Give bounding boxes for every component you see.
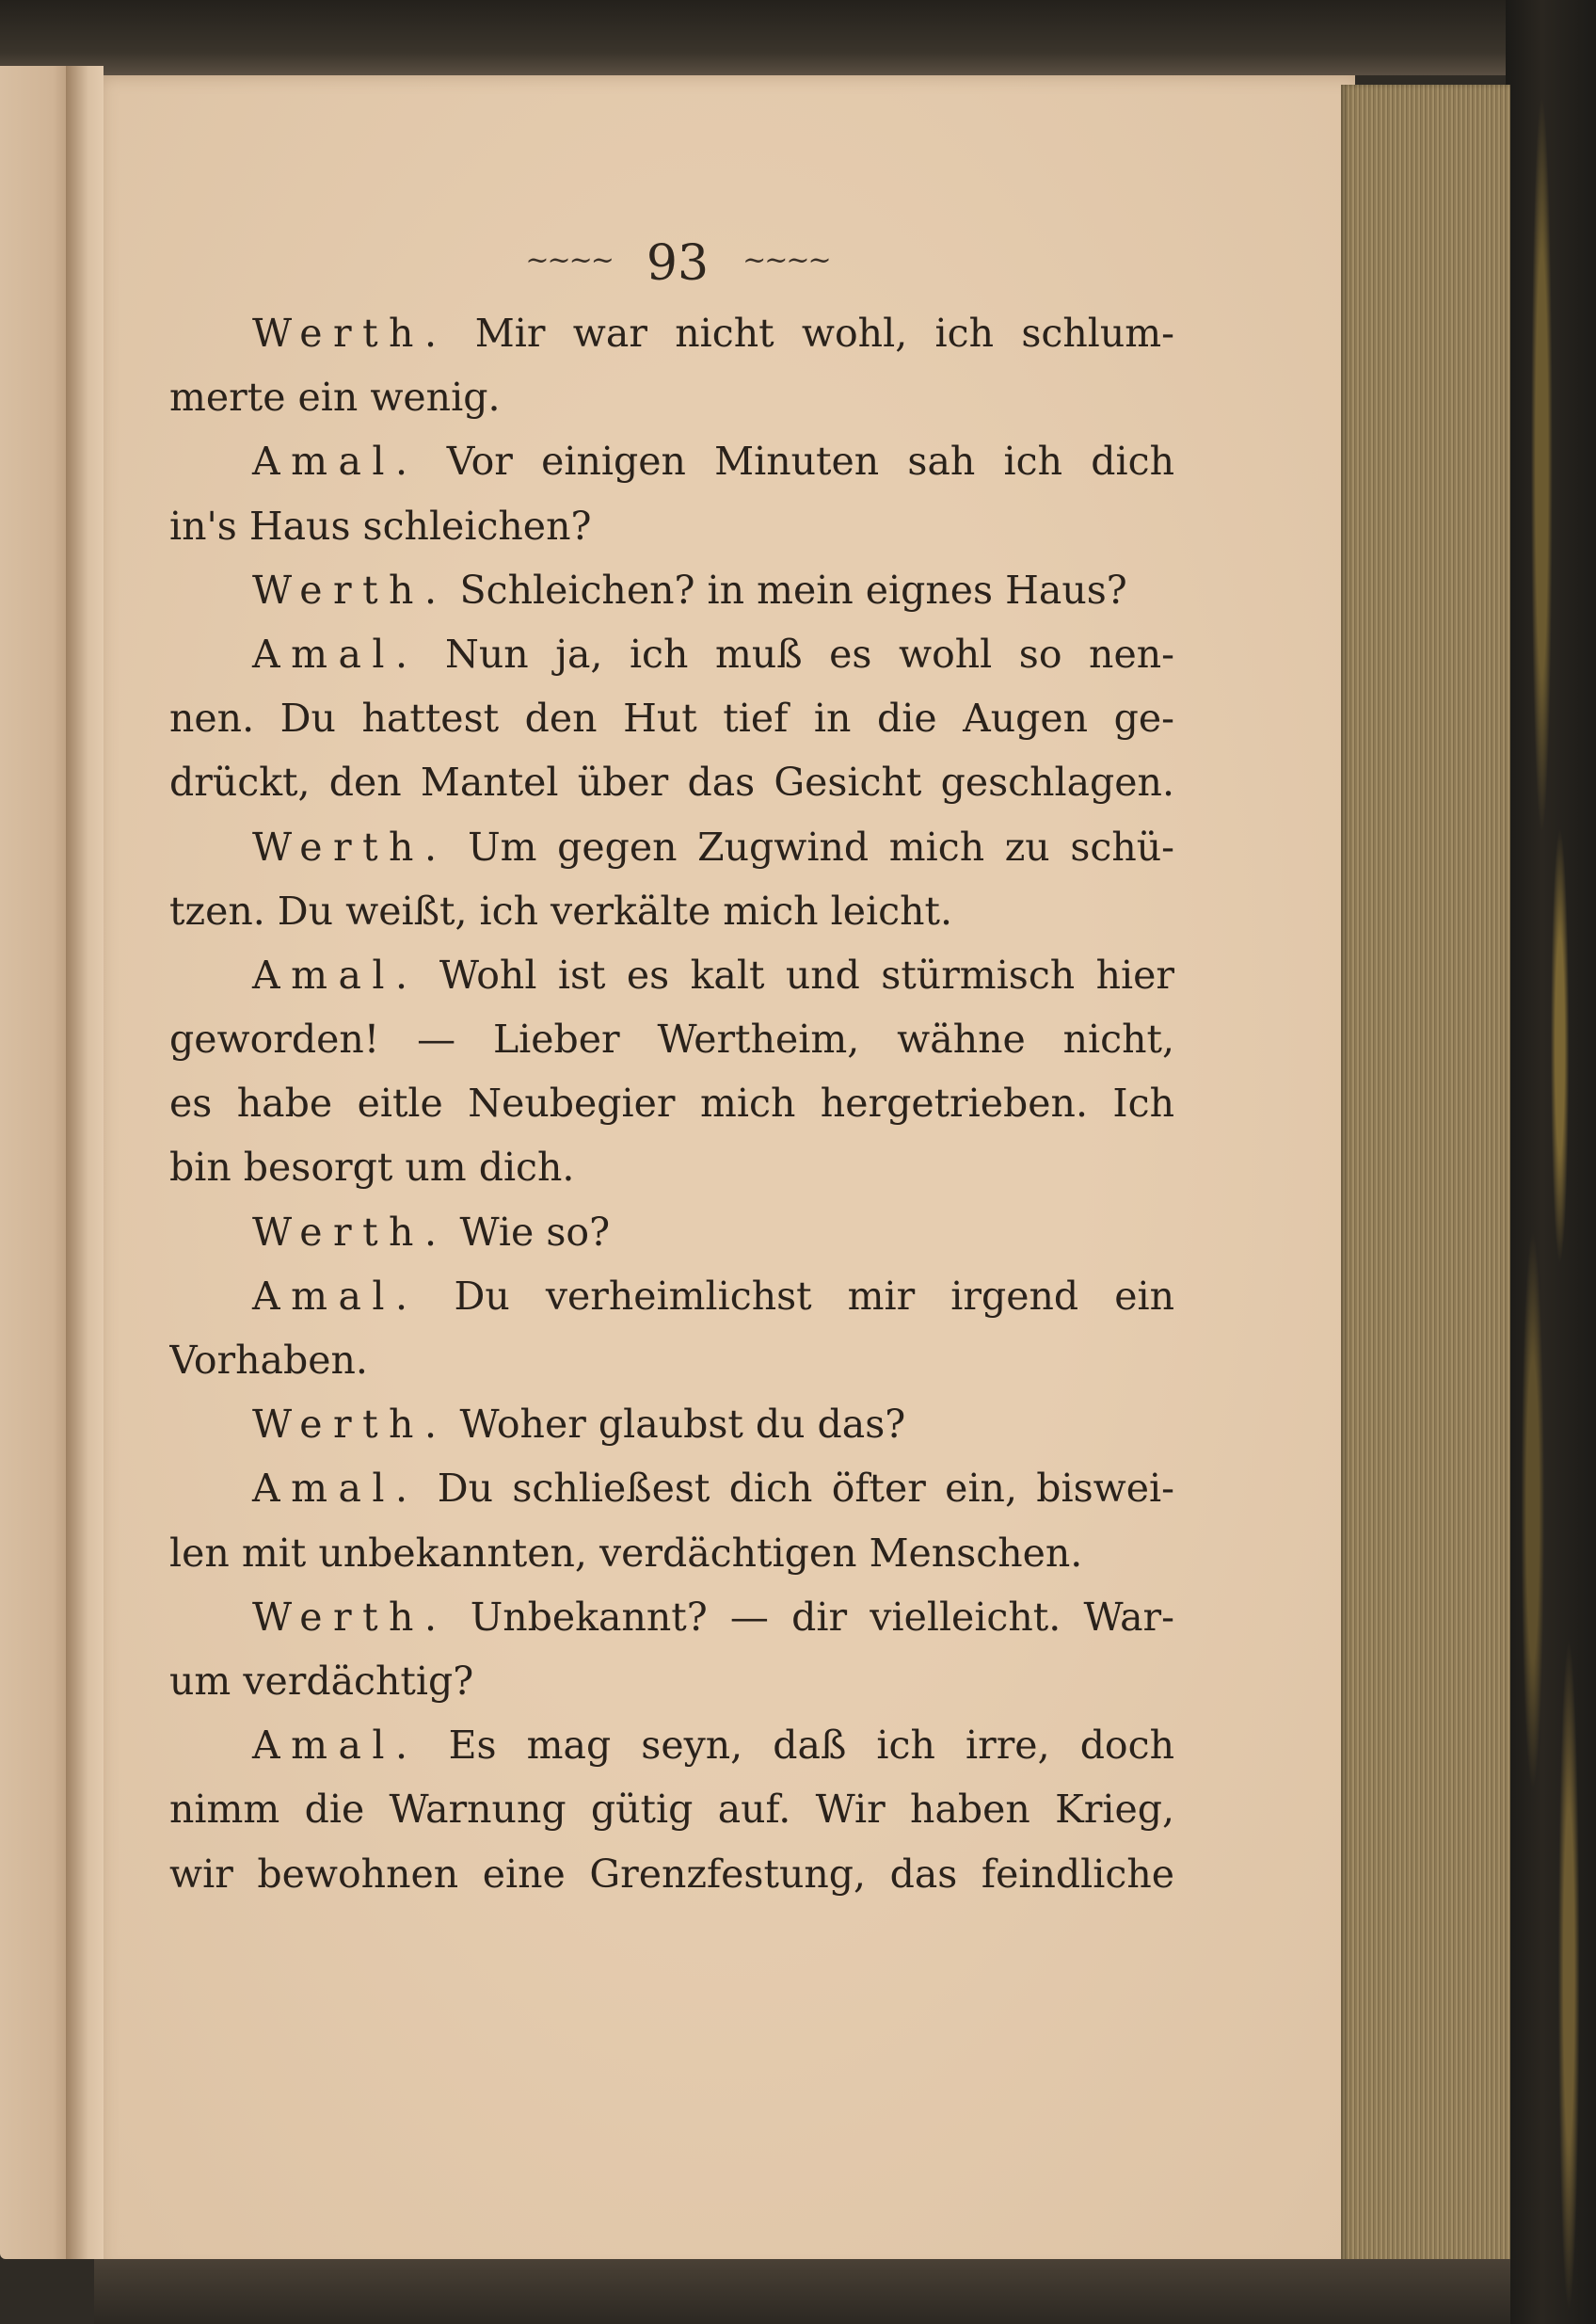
facing-page-edge: [0, 66, 75, 2259]
text-line: [169, 686, 1174, 750]
line-text: Nun ja, ich muß es wohl so nen-: [445, 631, 1174, 677]
text-line: [169, 1521, 1174, 1585]
speech-line: [169, 429, 1174, 493]
line-text: Unbekannt? — dir vielleicht. War-: [470, 1594, 1174, 1640]
speaker-name: Amal.: [252, 1273, 419, 1319]
text-line: [169, 879, 1174, 943]
text-line: [169, 1842, 1174, 1906]
speaker-name: Werth.: [252, 1209, 448, 1255]
line-text: Du schließest dich öfter ein, biswei-: [437, 1466, 1174, 1512]
line-text: drückt, den Mantel über das Gesicht geschlagen.: [169, 760, 1174, 806]
speech-line: [169, 815, 1174, 879]
line-text: Du verheimlichst mir irgend ein: [454, 1273, 1174, 1319]
line-text: Schleichen? in mein eignes Haus?: [459, 567, 1127, 613]
page-header: [489, 231, 866, 297]
line-text: in's Haus schleichen?: [169, 503, 592, 549]
line-text: Es mag seyn, daß ich irre, doch: [448, 1723, 1174, 1769]
line-text: Mir war nicht wohl, ich schlum-: [474, 311, 1174, 356]
header-ornament-right: ~~~~: [742, 243, 830, 277]
line-text: Wohl ist es kalt und stürmisch hier: [439, 952, 1174, 998]
line-text: wir bewohnen eine Grenzfestung, das feindliche: [169, 1851, 1174, 1897]
text-line: [169, 1328, 1174, 1392]
speaker-name: Werth.: [252, 567, 448, 613]
speech-line: [169, 943, 1174, 1007]
text-line: [169, 1135, 1174, 1199]
page-number: 93: [646, 235, 710, 292]
speaker-name: Amal.: [252, 952, 419, 998]
text-line: [169, 494, 1174, 558]
speaker-name: Amal.: [252, 1466, 419, 1512]
line-text: merte ein wenig.: [169, 375, 501, 421]
speaker-name: Werth.: [252, 824, 448, 870]
speaker-name: Werth.: [252, 1402, 448, 1448]
speech-line: [169, 1264, 1174, 1328]
text-line: [169, 750, 1174, 814]
speech-line: [169, 1713, 1174, 1777]
speaker-name: Werth.: [252, 311, 448, 356]
speech-line: [169, 1392, 1174, 1456]
line-text: Wie so?: [459, 1209, 611, 1255]
speaker-name: Amal.: [252, 631, 419, 677]
text-line: [169, 1071, 1174, 1135]
speech-line: [169, 1200, 1174, 1264]
line-text: geworden! — Lieber Wertheim, wähne nicht,: [169, 1017, 1174, 1063]
line-text: Um gegen Zugwind mich zu schü-: [468, 824, 1174, 870]
speech-line: [169, 1585, 1174, 1649]
page-block-edges: [1341, 85, 1510, 2278]
header-ornament-left: ~~~~: [525, 243, 613, 277]
text-block: [169, 301, 1174, 1906]
line-text: um verdächtig?: [169, 1658, 474, 1704]
line-text: Vor einigen Minuten sah ich dich: [446, 439, 1174, 485]
speaker-name: Amal.: [252, 1723, 419, 1769]
line-text: len mit unbekannten, verdächtigen Menschen.: [169, 1530, 1083, 1576]
line-text: Woher glaubst du das?: [459, 1402, 906, 1448]
line-text: bin besorgt um dich.: [169, 1145, 575, 1191]
text-line: [169, 365, 1174, 429]
line-text: nen. Du hattest den Hut tief in die Augen ge-: [169, 696, 1174, 742]
speech-line: [169, 622, 1174, 686]
page-bottom-shadow: [94, 2259, 1510, 2324]
book-gutter: [66, 66, 104, 2259]
speech-line: [169, 1456, 1174, 1520]
speaker-name: Werth.: [252, 1594, 448, 1640]
speech-line: [169, 301, 1174, 365]
book-cover-marbled: [1506, 0, 1596, 2324]
text-line: [169, 1007, 1174, 1071]
line-text: Vorhaben.: [169, 1338, 368, 1383]
text-line: [169, 1649, 1174, 1713]
line-text: es habe eitle Neubegier mich hergetrieben. Ich: [169, 1081, 1174, 1127]
line-text: tzen. Du weißt, ich verkälte mich leicht.: [169, 888, 952, 934]
book-cover-top: [0, 0, 1596, 75]
line-text: nimm die Warnung gütig auf. Wir haben Krieg,: [169, 1787, 1174, 1833]
text-line: [169, 1777, 1174, 1841]
speech-line: [169, 558, 1174, 622]
speaker-name: Amal.: [252, 439, 419, 485]
